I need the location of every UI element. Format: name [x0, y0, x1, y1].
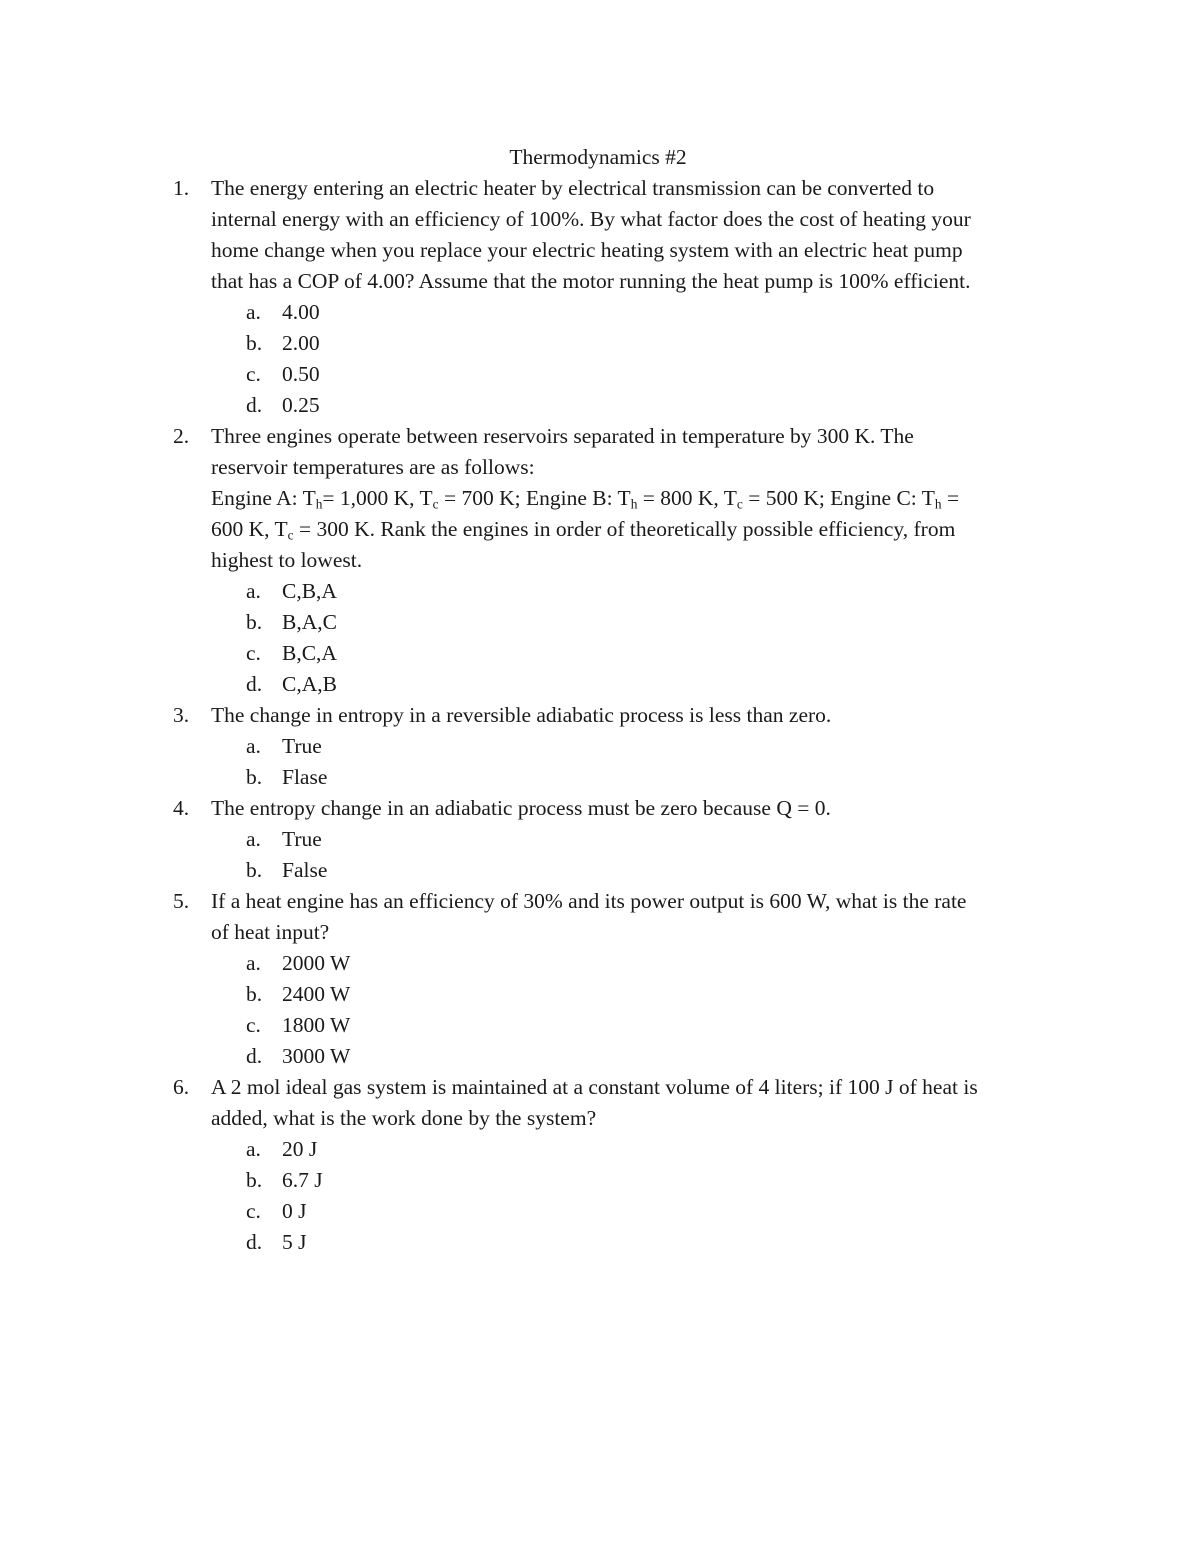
option-letter: b.: [246, 858, 263, 882]
option-letter: a.: [246, 579, 261, 603]
option-a: [211, 1134, 1060, 1165]
option-text: 5 J: [282, 1230, 307, 1254]
question-4: [0, 793, 1200, 886]
option-d: [211, 1227, 1060, 1258]
text-run: = 800 K, T: [637, 486, 737, 510]
option-b: [211, 855, 1060, 886]
option-b: [211, 979, 1060, 1010]
subscript-c: c: [736, 496, 743, 512]
subscript-h: h: [630, 496, 638, 512]
option-a: [211, 576, 1060, 607]
question-line: The energy entering an electric heater by electrical transmission can be converted to: [211, 176, 935, 200]
option-list: [211, 731, 1060, 793]
question-text: [211, 886, 1060, 948]
text-run: =: [941, 486, 960, 510]
question-line: The entropy change in an adiabatic process must be zero because Q = 0.: [211, 796, 831, 820]
option-list: [211, 948, 1060, 1072]
question-number: 3.: [173, 703, 190, 727]
option-text: True: [282, 827, 322, 851]
question-number: 4.: [173, 796, 190, 820]
subscript-h: h: [934, 496, 942, 512]
page-title: [0, 142, 1200, 173]
option-letter: a.: [246, 951, 261, 975]
option-letter: d.: [246, 1230, 263, 1254]
question-line: If a heat engine has an efficiency of 30% and its power output is 600 W, what is the rate: [211, 889, 967, 913]
option-letter: c.: [246, 1013, 261, 1037]
option-text: B,C,A: [282, 641, 337, 665]
option-c: [211, 638, 1060, 669]
option-text: 3000 W: [282, 1044, 351, 1068]
page-title-text: Thermodynamics #2: [509, 145, 687, 169]
question-line: home change when you replace your electric heating system with an electric heat pump: [211, 238, 963, 262]
option-text: B,A,C: [282, 610, 337, 634]
option-letter: a.: [246, 827, 261, 851]
option-a: [211, 824, 1060, 855]
option-a: [211, 297, 1060, 328]
text-run: = 700 K; Engine B: T: [438, 486, 631, 510]
option-letter: c.: [246, 362, 261, 386]
option-letter: a.: [246, 1137, 261, 1161]
question-list: [0, 173, 1200, 1258]
question-line: reservoir temperatures are as follows:: [211, 455, 535, 479]
option-text: 2.00: [282, 331, 320, 355]
option-b: [211, 328, 1060, 359]
option-text: 2000 W: [282, 951, 351, 975]
option-text: True: [282, 734, 322, 758]
subscript-c: c: [432, 496, 439, 512]
text-run: = 1,000 K, T: [322, 486, 433, 510]
option-b: [211, 1165, 1060, 1196]
option-text: 2400 W: [282, 982, 351, 1006]
question-number: 5.: [173, 889, 190, 913]
option-text: 0.50: [282, 362, 320, 386]
option-text: 20 J: [282, 1137, 318, 1161]
text-run: Engine A: T: [211, 486, 316, 510]
engine-temperatures-line: [211, 514, 1060, 545]
option-text: 0 J: [282, 1199, 307, 1223]
option-list: [211, 576, 1060, 700]
option-text: False: [282, 858, 328, 882]
option-letter: b.: [246, 1168, 263, 1192]
option-b: [211, 607, 1060, 638]
option-d: [211, 669, 1060, 700]
option-list: [211, 297, 1060, 421]
question-5: [0, 886, 1200, 1072]
option-letter: d.: [246, 393, 263, 417]
option-letter: b.: [246, 331, 263, 355]
option-text: C,A,B: [282, 672, 337, 696]
question-text: [211, 173, 1060, 297]
option-d: [211, 1041, 1060, 1072]
question-text: [211, 700, 1060, 731]
option-letter: c.: [246, 641, 261, 665]
question-line: that has a COP of 4.00? Assume that the motor running the heat pump is 100% efficient.: [211, 269, 971, 293]
option-a: [211, 731, 1060, 762]
option-letter: a.: [246, 300, 261, 324]
option-list: [211, 1134, 1060, 1258]
question-line: The change in entropy in a reversible adiabatic process is less than zero.: [211, 703, 832, 727]
option-letter: a.: [246, 734, 261, 758]
option-c: [211, 1010, 1060, 1041]
text-run: 600 K, T: [211, 517, 288, 541]
question-line: Three engines operate between reservoirs separated in temperature by 300 K. The: [211, 424, 914, 448]
question-text: [211, 793, 1060, 824]
question-2: [0, 421, 1200, 700]
question-text: [211, 1072, 1060, 1134]
option-text: C,B,A: [282, 579, 337, 603]
option-c: [211, 1196, 1060, 1227]
option-letter: b.: [246, 982, 263, 1006]
option-a: [211, 948, 1060, 979]
subscript-c: c: [287, 527, 294, 543]
option-c: [211, 359, 1060, 390]
option-d: [211, 390, 1060, 421]
subscript-h: h: [315, 496, 323, 512]
text-run: = 500 K; Engine C: T: [742, 486, 935, 510]
text-run: = 300 K. Rank the engines in order of theoretically possible efficiency, from: [293, 517, 956, 541]
option-letter: b.: [246, 765, 263, 789]
option-letter: c.: [246, 1199, 261, 1223]
question-6: [0, 1072, 1200, 1258]
question-line: internal energy with an efficiency of 100%. By what factor does the cost of heating your: [211, 207, 971, 231]
question-3: [0, 700, 1200, 793]
option-letter: d.: [246, 1044, 263, 1068]
option-letter: d.: [246, 672, 263, 696]
option-text: Flase: [282, 765, 328, 789]
option-text: 4.00: [282, 300, 320, 324]
question-line: of heat input?: [211, 920, 330, 944]
question-line: A 2 mol ideal gas system is maintained at a constant volume of 4 liters; if 100 J of heat is: [211, 1075, 978, 1099]
question-1: [0, 173, 1200, 421]
option-list: [211, 824, 1060, 886]
question-line: added, what is the work done by the system?: [211, 1106, 597, 1130]
question-number: 6.: [173, 1075, 190, 1099]
question-number: 2.: [173, 424, 190, 448]
engine-temperatures-line: [211, 483, 1060, 514]
question-line: highest to lowest.: [211, 548, 363, 572]
question-number: 1.: [173, 176, 190, 200]
option-b: [211, 762, 1060, 793]
option-text: 0.25: [282, 393, 320, 417]
option-letter: b.: [246, 610, 263, 634]
option-text: 6.7 J: [282, 1168, 323, 1192]
question-text: [211, 421, 1060, 576]
option-text: 1800 W: [282, 1013, 351, 1037]
